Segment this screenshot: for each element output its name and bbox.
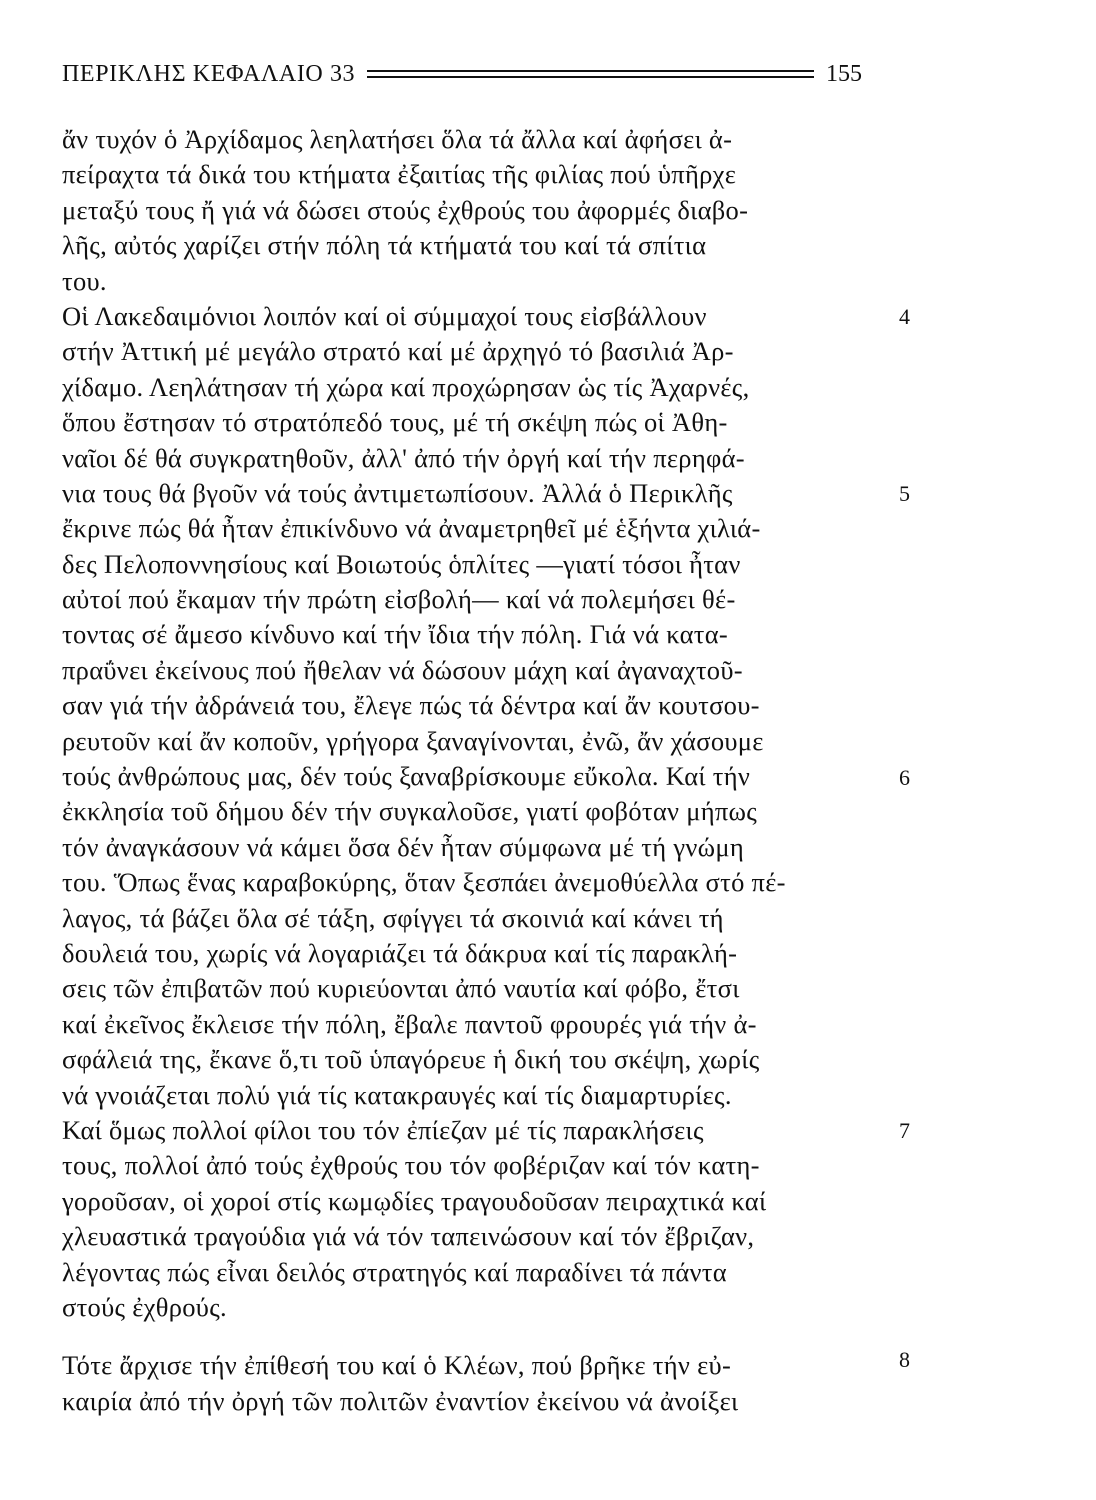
text-line: Καί ὅμως πολλοί φίλοι του τόν ἐπίεζαν μέ τίς παρακλήσεις: [62, 1114, 704, 1145]
section-number: 6: [899, 765, 910, 790]
text-line: νια τους θά βγοῦν νά τούς ἀντιμετωπίσουν. Ἀλλά ὁ Περικλῆς: [62, 477, 733, 508]
text-line: τόν ἀναγκάσουν νά κάμει ὅσα δέν ἦταν σύμφωνα μέ τή γνώμη: [62, 831, 745, 862]
text-line: του.: [62, 265, 107, 296]
text-line: ἄν τυχόν ὁ Ἀρχίδαμος λεηλατήσει ὅλα τά ἄλλα καί ἀφήσει ἀ-: [62, 124, 733, 154]
text-line: στήν Ἀττική μέ μεγάλο στρατό καί μέ ἀρχηγό τό βασιλιά Ἀρ-: [62, 336, 734, 367]
body-text: [62, 122, 862, 1419]
text-line: Οἱ Λακεδαιμόνιοι λοιπόν καί οἱ σύμμαχοί τους εἰσβάλλουν: [62, 300, 707, 331]
text-line: ὅπου ἔστησαν τό στρατόπεδό τους, μέ τή σκέψη πώς οἱ Ἀθη-: [62, 407, 728, 438]
text-line: καί ἐκεῖνος ἔκλεισε τήν πόλη, ἔβαλε παντοῦ φρουρές γιά τήν ἀ-: [62, 1008, 757, 1039]
text-line: νά γνοιάζεται πολύ γιά τίς κατακραυγές καί τίς διαμαρτυρίες.: [62, 1079, 732, 1110]
text-line: μεταξύ τους ἤ γιά νά δώσει στούς ἐχθρούς του ἀφορμές διαβο-: [62, 194, 749, 225]
text-line: ἔκρινε πώς θά ἦταν ἐπικίνδυνο νά ἀναμετρηθεῖ μέ ἑξήντα χιλιά-: [62, 513, 761, 544]
text-line: του. Ὅπως ἕνας καραβοκύρης, ὅταν ξεσπάει ἀνεμοθύελλα στό πέ-: [62, 867, 786, 898]
page-number: 155: [826, 60, 862, 87]
text-line: αὐτοί πού ἔκαμαν τήν πρώτη εἰσβολή— καί νά πολεμήσει θέ-: [62, 584, 736, 615]
text-line: λαγος, τά βάζει ὅλα σέ τάξη, σφίγγει τά σκοινιά καί κάνει τή: [62, 902, 724, 933]
section-number: 8: [899, 1347, 910, 1372]
text-line: λῆς, αὐτός χαρίζει στήν πόλη τά κτήματά του καί τά σπίτια: [62, 230, 707, 261]
text-line: σεις τῶν ἐπιβατῶν πού κυριεύονται ἀπό ναυτία καί φόβο, ἔτσι: [62, 973, 740, 1004]
text-line: στούς ἐχθρούς.: [62, 1291, 227, 1322]
text-line: γοροῦσαν, οἱ χοροί στίς κωμῳδίες τραγουδοῦσαν πειραχτικά καί: [62, 1185, 767, 1216]
text-line: Τότε ἄρχισε τήν ἐπίθεσή του καί ὁ Κλέων, πού βρῆκε τήν εὐ-: [62, 1350, 732, 1381]
text-line: δουλειά του, χωρίς νά λογαριάζει τά δάκρυα καί τίς παρακλή-: [62, 937, 738, 968]
section-number: 4: [899, 304, 910, 329]
text-line: καιρία ἀπό τήν ὀργή τῶν πολιτῶν ἐναντίον ἐκείνου νά ἀνοίξει: [62, 1385, 739, 1416]
text-line: ναῖοι δέ θά συγκρατηθοῦν, ἀλλ' ἀπό τήν ὀργή καί τήν περηφά-: [62, 442, 745, 473]
section-number: 7: [899, 1118, 910, 1143]
running-header: [62, 54, 862, 94]
text-line: λέγοντας πώς εἶναι δειλός στρατηγός καί παραδίνει τά πάντα: [62, 1256, 727, 1287]
text-line: χίδαμο. Λεηλάτησαν τή χώρα καί προχώρησαν ὡς τίς Ἀχαρνές,: [62, 371, 750, 402]
text-line: πραΰνει ἐκείνους πού ἤθελαν νά δώσουν μάχη καί ἀγαναχτοῦ-: [62, 654, 743, 685]
text-line: τους, πολλοί ἀπό τούς ἐχθρούς του τόν φοβέριζαν καί τόν κατη-: [62, 1150, 760, 1181]
text-line: ρευτοῦν καί ἄν κοποῦν, γρήγορα ξαναγίνονται, ἐνῶ, ἄν χάσουμε: [62, 725, 764, 756]
header-rule: [367, 70, 814, 78]
text-line: δες Πελοποννησίους καί Βοιωτούς ὁπλίτες —γιατί τόσοι ἦταν: [62, 548, 741, 579]
text-line: σφάλειά της, ἔκανε ὅ,τι τοῦ ὑπαγόρευε ἡ δική του σκέψη, χωρίς: [62, 1044, 760, 1075]
section-number: 5: [899, 481, 910, 506]
text-line: ἐκκλησία τοῦ δήμου δέν τήν συγκαλοῦσε, γιατί φοβόταν μήπως: [62, 796, 758, 827]
text-line: σαν γιά τήν ἀδράνειά του, ἔλεγε πώς τά δέντρα καί ἄν κουτσου-: [62, 690, 760, 721]
text-line: τοντας σέ ἄμεσο κίνδυνο καί τήν ἴδια τήν πόλη. Γιά νά κατα-: [62, 619, 729, 650]
text-line: χλευαστικά τραγούδια γιά νά τόν ταπεινώσουν καί τόν ἔβριζαν,: [62, 1221, 755, 1252]
text-line: πείραχτα τά δικά του κτήματα ἐξαιτίας τῆς φιλίας πού ὑπῆρχε: [62, 159, 737, 190]
text-line: τούς ἀνθρώπους μας, δέν τούς ξαναβρίσκουμε εὔκολα. Καί τήν: [62, 761, 751, 792]
running-title: ΠΕΡΙΚΛΗΣ ΚΕΦΑΛΑΙΟ 33: [62, 60, 356, 87]
